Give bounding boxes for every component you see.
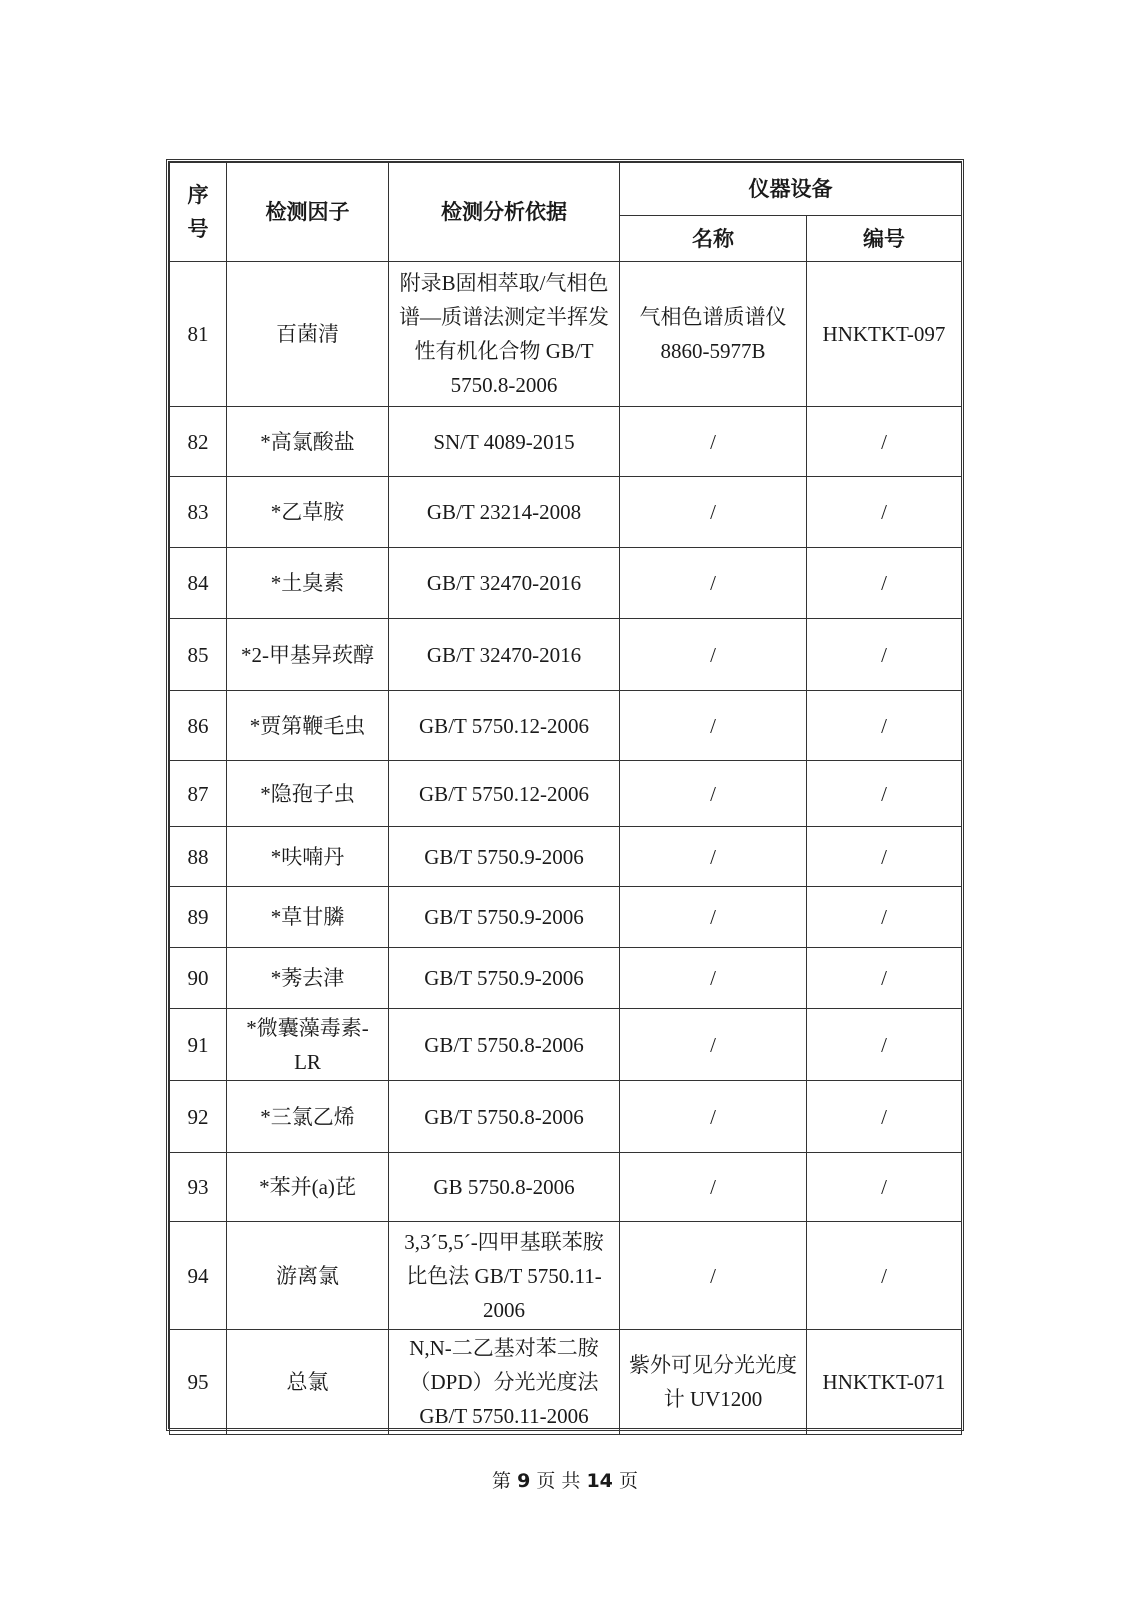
cell-equipment-number: / bbox=[807, 477, 962, 548]
cell-factor: *草甘膦 bbox=[227, 887, 389, 948]
cell-seq: 92 bbox=[170, 1081, 227, 1153]
cell-factor: 总氯 bbox=[227, 1330, 389, 1435]
cell-seq: 91 bbox=[170, 1009, 227, 1081]
cell-equipment-name: / bbox=[620, 1153, 807, 1222]
table-row bbox=[170, 948, 962, 1009]
cell-equipment-name: 紫外可见分光光度计 UV1200 bbox=[620, 1330, 807, 1435]
cell-equipment-name: / bbox=[620, 477, 807, 548]
cell-factor: *三氯乙烯 bbox=[227, 1081, 389, 1153]
cell-equipment-number: / bbox=[807, 1222, 962, 1330]
table-row bbox=[170, 262, 962, 407]
cell-method: GB/T 5750.9-2006 bbox=[389, 948, 620, 1009]
table-row bbox=[170, 827, 962, 887]
cell-factor: *土臭素 bbox=[227, 548, 389, 619]
header-equipment-name: 名称 bbox=[620, 216, 807, 262]
cell-equipment-number: HNKTKT-097 bbox=[807, 262, 962, 407]
cell-method: GB 5750.8-2006 bbox=[389, 1153, 620, 1222]
header-method: 检测分析依据 bbox=[389, 163, 620, 262]
cell-seq: 90 bbox=[170, 948, 227, 1009]
cell-equipment-number: / bbox=[807, 1081, 962, 1153]
cell-seq: 88 bbox=[170, 827, 227, 887]
cell-method: GB/T 5750.9-2006 bbox=[389, 887, 620, 948]
cell-equipment-name: / bbox=[620, 761, 807, 827]
cell-equipment-name: / bbox=[620, 691, 807, 761]
header-factor: 检测因子 bbox=[227, 163, 389, 262]
cell-factor: *莠去津 bbox=[227, 948, 389, 1009]
table-row bbox=[170, 761, 962, 827]
cell-equipment-name: / bbox=[620, 619, 807, 691]
cell-equipment-number: / bbox=[807, 691, 962, 761]
footer-pre: 第 bbox=[492, 1470, 512, 1492]
cell-seq: 84 bbox=[170, 548, 227, 619]
table-row bbox=[170, 1153, 962, 1222]
cell-equipment-number: / bbox=[807, 548, 962, 619]
cell-factor: 游离氯 bbox=[227, 1222, 389, 1330]
table-row bbox=[170, 1081, 962, 1153]
page-footer bbox=[0, 1466, 1130, 1493]
table-row bbox=[170, 1222, 962, 1330]
cell-equipment-number: / bbox=[807, 827, 962, 887]
cell-factor: *隐孢子虫 bbox=[227, 761, 389, 827]
cell-seq: 83 bbox=[170, 477, 227, 548]
cell-factor: *高氯酸盐 bbox=[227, 407, 389, 477]
cell-factor: *贾第鞭毛虫 bbox=[227, 691, 389, 761]
cell-equipment-name: / bbox=[620, 407, 807, 477]
footer-mid: 页 共 bbox=[536, 1470, 581, 1492]
cell-method: GB/T 32470-2016 bbox=[389, 548, 620, 619]
table-row bbox=[170, 1009, 962, 1081]
cell-seq: 89 bbox=[170, 887, 227, 948]
cell-factor: *呋喃丹 bbox=[227, 827, 389, 887]
cell-equipment-number: / bbox=[807, 1153, 962, 1222]
cell-equipment-name: / bbox=[620, 948, 807, 1009]
cell-method: GB/T 23214-2008 bbox=[389, 477, 620, 548]
equipment-table bbox=[169, 162, 962, 1435]
cell-method: GB/T 5750.12-2006 bbox=[389, 691, 620, 761]
cell-method: SN/T 4089-2015 bbox=[389, 407, 620, 477]
cell-factor: 百菌清 bbox=[227, 262, 389, 407]
cell-seq: 85 bbox=[170, 619, 227, 691]
cell-equipment-number: / bbox=[807, 619, 962, 691]
cell-seq: 94 bbox=[170, 1222, 227, 1330]
current-page-number: 9 bbox=[517, 1470, 531, 1492]
cell-method: 3,3´5,5´-四甲基联苯胺比色法 GB/T 5750.11-2006 bbox=[389, 1222, 620, 1330]
equipment-table-frame bbox=[166, 159, 964, 1431]
table-row bbox=[170, 1330, 962, 1435]
cell-seq: 87 bbox=[170, 761, 227, 827]
cell-equipment-number: / bbox=[807, 948, 962, 1009]
cell-equipment-number: HNKTKT-071 bbox=[807, 1330, 962, 1435]
table-row bbox=[170, 691, 962, 761]
cell-seq: 86 bbox=[170, 691, 227, 761]
cell-equipment-name: / bbox=[620, 887, 807, 948]
cell-equipment-number: / bbox=[807, 407, 962, 477]
cell-factor: *微囊藻毒素-LR bbox=[227, 1009, 389, 1081]
cell-method: GB/T 32470-2016 bbox=[389, 619, 620, 691]
table-row bbox=[170, 548, 962, 619]
cell-method: GB/T 5750.8-2006 bbox=[389, 1081, 620, 1153]
cell-method: N,N-二乙基对苯二胺（DPD）分光光度法 GB/T 5750.11-2006 bbox=[389, 1330, 620, 1435]
cell-method: GB/T 5750.9-2006 bbox=[389, 827, 620, 887]
cell-method: GB/T 5750.8-2006 bbox=[389, 1009, 620, 1081]
cell-seq: 82 bbox=[170, 407, 227, 477]
cell-equipment-number: / bbox=[807, 887, 962, 948]
header-seq: 序 号 bbox=[170, 163, 227, 262]
cell-seq: 81 bbox=[170, 262, 227, 407]
cell-method: GB/T 5750.12-2006 bbox=[389, 761, 620, 827]
table-row bbox=[170, 619, 962, 691]
cell-equipment-name: / bbox=[620, 1081, 807, 1153]
table-row bbox=[170, 887, 962, 948]
cell-equipment-name: / bbox=[620, 1222, 807, 1330]
cell-factor: *乙草胺 bbox=[227, 477, 389, 548]
cell-equipment-name: / bbox=[620, 1009, 807, 1081]
cell-seq: 93 bbox=[170, 1153, 227, 1222]
cell-seq: 95 bbox=[170, 1330, 227, 1435]
cell-method: 附录B固相萃取/气相色谱—质谱法测定半挥发性有机化合物 GB/T 5750.8-2006 bbox=[389, 262, 620, 407]
cell-factor: *2-甲基异莰醇 bbox=[227, 619, 389, 691]
cell-equipment-number: / bbox=[807, 761, 962, 827]
cell-equipment-number: / bbox=[807, 1009, 962, 1081]
header-equipment-number: 编号 bbox=[807, 216, 962, 262]
cell-equipment-name: / bbox=[620, 827, 807, 887]
cell-factor: *苯并(a)芘 bbox=[227, 1153, 389, 1222]
cell-equipment-name: / bbox=[620, 548, 807, 619]
total-page-number: 14 bbox=[586, 1470, 613, 1492]
header-equipment: 仪器设备 bbox=[620, 163, 962, 216]
table-row bbox=[170, 407, 962, 477]
footer-post: 页 bbox=[618, 1470, 638, 1492]
table-row bbox=[170, 477, 962, 548]
cell-equipment-name: 气相色谱质谱仪 8860-5977B bbox=[620, 262, 807, 407]
